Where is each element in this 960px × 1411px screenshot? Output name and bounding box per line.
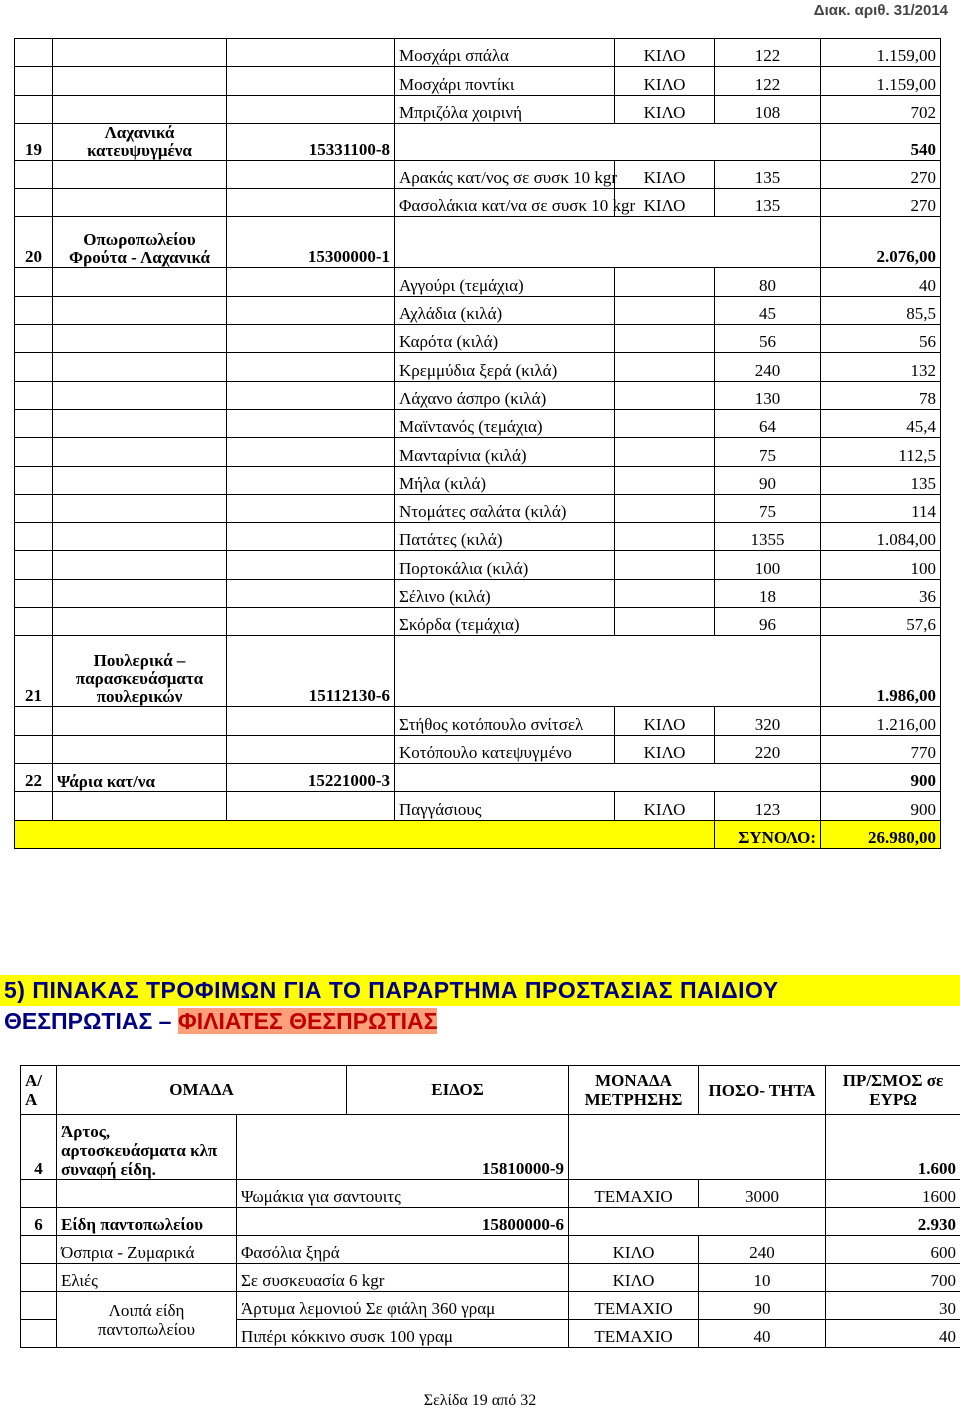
code-cell [227,268,395,296]
num-cell [15,409,53,437]
empty-cell [395,636,821,707]
code-cell [227,381,395,409]
section-title-line1: 5) ΠΙΝΑΚΑΣ ΤΡΟΦΙΜΩΝ ΓΙΑ ΤΟ ΠΑΡΑΡΤΗΜΑ ΠΡΟΣΤΑΣΙΑΣ ΠΑΙΔΙΟΥ [0,975,960,1006]
table-row [15,296,941,324]
unit-cell [615,608,715,636]
group-cell [53,438,227,466]
table-row [15,123,941,160]
table-row [15,189,941,217]
price-cell: 100 [821,551,941,579]
qty-cell: 135 [715,189,821,217]
num-cell [15,707,53,735]
unit-cell [615,353,715,381]
qty-cell: 240 [699,1236,826,1264]
qty-cell: 135 [715,160,821,188]
qty-cell: 56 [715,325,821,353]
table-row [15,39,941,67]
table-row [21,1264,960,1292]
group-number: 20 [15,217,53,268]
code-cell [227,579,395,607]
item-name: Αγγούρι (τεμάχια) [395,268,615,296]
num-cell [15,466,53,494]
code-cell [227,494,395,522]
qty-cell: 90 [699,1292,826,1320]
header-group: ΟΜΑΔΑ [57,1066,347,1115]
table-row [15,608,941,636]
group-cell [53,551,227,579]
qty-cell: 45 [715,296,821,324]
price-cell: 900 [821,792,941,820]
qty-cell: 1355 [715,523,821,551]
code-cell [227,67,395,95]
group-total: 2.076,00 [821,217,941,268]
qty-cell: 122 [715,67,821,95]
table-row [15,160,941,188]
unit-cell: ΤΕΜΑΧΙΟ [569,1292,699,1320]
item-name: Μοσχάρι σπάλα [395,39,615,67]
item-name: Φασόλια ξηρά [237,1236,569,1264]
qty-cell: 64 [715,409,821,437]
header-price: ΠΡ/ΣΜΟΣ σε ΕΥΡΩ [826,1066,960,1115]
unit-cell: ΚΙΛΟ [615,735,715,763]
table-row [15,95,941,123]
qty-cell: 220 [715,735,821,763]
price-cell: 1.084,00 [821,523,941,551]
unit-cell [615,551,715,579]
qty-cell: 123 [715,792,821,820]
code-cell [227,325,395,353]
price-cell: 1.216,00 [821,707,941,735]
group-number: 6 [21,1208,57,1236]
item-name: Στήθος κοτόπουλο σνίτσελ [395,707,615,735]
code-cell [227,296,395,324]
item-name: Σε συσκευασία 6 kgr [237,1264,569,1292]
code-cell [227,353,395,381]
num-cell [15,735,53,763]
qty-cell: 90 [715,466,821,494]
unit-cell: ΚΙΛΟ [569,1236,699,1264]
unit-cell: ΚΙΛΟ [569,1264,699,1292]
num-cell [15,39,53,67]
empty-cell [15,820,715,848]
price-cell: 40 [821,268,941,296]
unit-cell: ΚΙΛΟ [615,792,715,820]
item-name: Μανταρίνια (κιλά) [395,438,615,466]
price-cell: 702 [821,95,941,123]
price-cell: 85,5 [821,296,941,324]
group-total: 1.600 [826,1115,960,1180]
group-cell [53,735,227,763]
item-name: Κοτόπουλο κατεψυγμένο [395,735,615,763]
group-cell [53,325,227,353]
num-cell [15,438,53,466]
qty-cell: 320 [715,707,821,735]
empty-cell [395,217,821,268]
price-cell: 1.159,00 [821,39,941,67]
group-cell [53,466,227,494]
item-name: Πορτοκάλια (κιλά) [395,551,615,579]
code-cell [227,160,395,188]
group-name: Είδη παντοπωλείου [57,1208,237,1236]
num-cell [21,1320,57,1348]
group-number: 4 [21,1115,57,1180]
item-name: Καρότα (κιλά) [395,325,615,353]
group-cell [53,67,227,95]
price-cell: 30 [826,1292,960,1320]
num-cell [15,608,53,636]
unit-cell: ΚΙΛΟ [615,39,715,67]
table-row [15,381,941,409]
group-cell [53,160,227,188]
table-row [15,438,941,466]
code-cell [227,735,395,763]
table-row [15,353,941,381]
table-row [15,636,941,707]
table-row [15,466,941,494]
price-cell: 36 [821,579,941,607]
num-cell [15,189,53,217]
food-table-part1 [14,38,941,849]
table-row [15,67,941,95]
qty-cell: 80 [715,268,821,296]
cpv-code: 15112130-6 [227,636,395,707]
num-cell [15,353,53,381]
group-cell [53,189,227,217]
empty-cell [569,1115,826,1180]
num-cell [15,67,53,95]
num-cell [15,296,53,324]
code-cell [227,466,395,494]
code-cell [227,95,395,123]
section-title-line2: ΘΕΣΠΡΩΤΙΑΣ – [4,1008,178,1034]
table-row [21,1180,960,1208]
total-label: ΣΥΝΟΛΟ: [715,820,821,848]
table-row [15,735,941,763]
qty-cell: 100 [715,551,821,579]
num-cell [15,95,53,123]
table-row [21,1208,960,1236]
unit-cell: ΚΙΛΟ [615,707,715,735]
num-cell [21,1236,57,1264]
group-cell [53,39,227,67]
unit-cell [615,466,715,494]
item-name: Μήλα (κιλά) [395,466,615,494]
group-cell [53,579,227,607]
price-cell: 770 [821,735,941,763]
header-qty: ΠΟΣΟ- ΤΗΤΑ [699,1066,826,1115]
table-row [15,494,941,522]
group-name: Λαχανικά κατευψυγμένα [53,123,227,160]
price-cell: 56 [821,325,941,353]
document-reference: Διακ. αριθ. 31/2014 [813,2,948,19]
unit-cell: ΤΕΜΑΧΙΟ [569,1180,699,1208]
price-cell: 1.159,00 [821,67,941,95]
item-name: Μαϊντανός (τεμάχια) [395,409,615,437]
price-cell: 600 [826,1236,960,1264]
table-row [21,1236,960,1264]
header-unit: ΜΟΝΑΔΑ ΜΕΤΡΗΣΗΣ [569,1066,699,1115]
item-name: Πατάτες (κιλά) [395,523,615,551]
subgroup-name: Όσπρια - Ζυμαρικά [57,1236,237,1264]
num-cell [15,792,53,820]
qty-cell: 75 [715,494,821,522]
page-footer: Σελίδα 19 από 32 [423,1392,537,1409]
num-cell [15,325,53,353]
group-number: 19 [15,123,53,160]
item-name: Λάχανο άσπρο (κιλά) [395,381,615,409]
unit-cell [615,579,715,607]
item-name: Παγγάσιους [395,792,615,820]
subgroup-name: Λοιπά είδη παντοπωλείου [57,1292,237,1348]
group-cell [57,1180,237,1208]
qty-cell: 18 [715,579,821,607]
qty-cell: 10 [699,1264,826,1292]
table-row [21,1292,960,1320]
price-cell: 270 [821,160,941,188]
price-cell: 1600 [826,1180,960,1208]
unit-cell [615,438,715,466]
item-name: Μοσχάρι ποντίκι [395,67,615,95]
item-name: Σκόρδα (τεμάχια) [395,608,615,636]
cpv-code: 15300000-1 [227,217,395,268]
price-cell: 114 [821,494,941,522]
unit-cell [615,381,715,409]
cpv-code: 15810000-9 [237,1115,569,1180]
table-row [15,409,941,437]
table-row [15,763,941,791]
table-row [15,792,941,820]
section-title-highlight: ΦΙΛΙΑΤΕΣ ΘΕΣΠΡΩΤΙΑΣ [177,1008,438,1034]
table-row [15,707,941,735]
code-cell [227,438,395,466]
price-cell: 78 [821,381,941,409]
item-name: Ντομάτες σαλάτα (κιλά) [395,494,615,522]
group-name: Πουλερικά – παρασκευάσματα πουλερικών [53,636,227,707]
price-cell: 40 [826,1320,960,1348]
item-name: Κρεμμύδια ξερά (κιλά) [395,353,615,381]
empty-cell [395,763,821,791]
item-name: Σέλινο (κιλά) [395,579,615,607]
price-cell: 57,6 [821,608,941,636]
group-cell [53,792,227,820]
unit-cell [615,268,715,296]
table-row [15,268,941,296]
group-cell [53,268,227,296]
table-row [15,523,941,551]
group-total: 2.930 [826,1208,960,1236]
unit-cell [615,409,715,437]
cpv-code: 15800000-6 [237,1208,569,1236]
table-row [15,579,941,607]
cpv-code: 15221000-3 [227,763,395,791]
code-cell [227,523,395,551]
group-total: 1.986,00 [821,636,941,707]
qty-cell: 3000 [699,1180,826,1208]
empty-cell [395,123,821,160]
group-name: Οπωροπωλείου Φρούτα - Λαχανικά [53,217,227,268]
num-cell [21,1292,57,1320]
code-cell [227,707,395,735]
table-row [21,1066,960,1115]
code-cell [227,792,395,820]
qty-cell: 40 [699,1320,826,1348]
price-cell: 45,4 [821,409,941,437]
code-cell [227,189,395,217]
num-cell [15,160,53,188]
group-cell [53,608,227,636]
header-aa: Α/ Α [21,1066,57,1115]
table-row [15,217,941,268]
group-total: 900 [821,763,941,791]
qty-cell: 75 [715,438,821,466]
group-number: 22 [15,763,53,791]
item-name: Αρακάς κατ/νος σε συσκ 10 kgr [395,160,615,188]
group-number: 21 [15,636,53,707]
num-cell [21,1180,57,1208]
section-title [0,975,960,1037]
unit-cell: ΚΙΛΟ [615,189,715,217]
unit-cell [615,494,715,522]
price-cell: 270 [821,189,941,217]
price-cell: 700 [826,1264,960,1292]
code-cell [227,551,395,579]
code-cell [227,608,395,636]
group-cell [53,494,227,522]
table-row [15,551,941,579]
group-cell [53,353,227,381]
cpv-code: 15331100-8 [227,123,395,160]
price-cell: 132 [821,353,941,381]
subgroup-name: Ελιές [57,1264,237,1292]
unit-cell [615,523,715,551]
qty-cell: 240 [715,353,821,381]
group-name: Άρτος, αρτοσκευάσματα κλπ συναφή είδη. [57,1115,237,1180]
unit-cell: ΚΙΛΟ [615,160,715,188]
group-cell [53,381,227,409]
total-value: 26.980,00 [821,820,941,848]
item-name: Μπριζόλα χοιρινή [395,95,615,123]
unit-cell [615,325,715,353]
group-cell [53,95,227,123]
item-name: Φασολάκια κατ/να σε συσκ 10 kgr [395,189,615,217]
item-name: Πιπέρι κόκκινο συσκ 100 γραμ [237,1320,569,1348]
num-cell [15,268,53,296]
group-cell [53,707,227,735]
num-cell [15,494,53,522]
item-name: Αχλάδια (κιλά) [395,296,615,324]
table-row [15,325,941,353]
num-cell [15,523,53,551]
num-cell [21,1264,57,1292]
qty-cell: 96 [715,608,821,636]
group-total: 540 [821,123,941,160]
price-cell: 112,5 [821,438,941,466]
unit-cell: ΚΙΛΟ [615,95,715,123]
num-cell [15,381,53,409]
item-name: Άρτυμα λεμονιού Σε φιάλη 360 γραμ [237,1292,569,1320]
unit-cell [615,296,715,324]
table-row [15,820,941,848]
empty-cell [569,1208,826,1236]
group-cell [53,296,227,324]
group-cell [53,523,227,551]
code-cell [227,409,395,437]
unit-cell: ΚΙΛΟ [615,67,715,95]
price-cell: 135 [821,466,941,494]
food-table-part2 [20,1065,960,1348]
code-cell [227,39,395,67]
qty-cell: 122 [715,39,821,67]
group-cell [53,409,227,437]
unit-cell: ΤΕΜΑΧΙΟ [569,1320,699,1348]
header-item: ΕΙΔΟΣ [347,1066,569,1115]
num-cell [15,551,53,579]
qty-cell: 108 [715,95,821,123]
group-name: Ψάρια κατ/να [53,763,227,791]
qty-cell: 130 [715,381,821,409]
item-name: Ψωμάκια για σαντουιτς [237,1180,569,1208]
table-row [21,1115,960,1180]
num-cell [15,579,53,607]
